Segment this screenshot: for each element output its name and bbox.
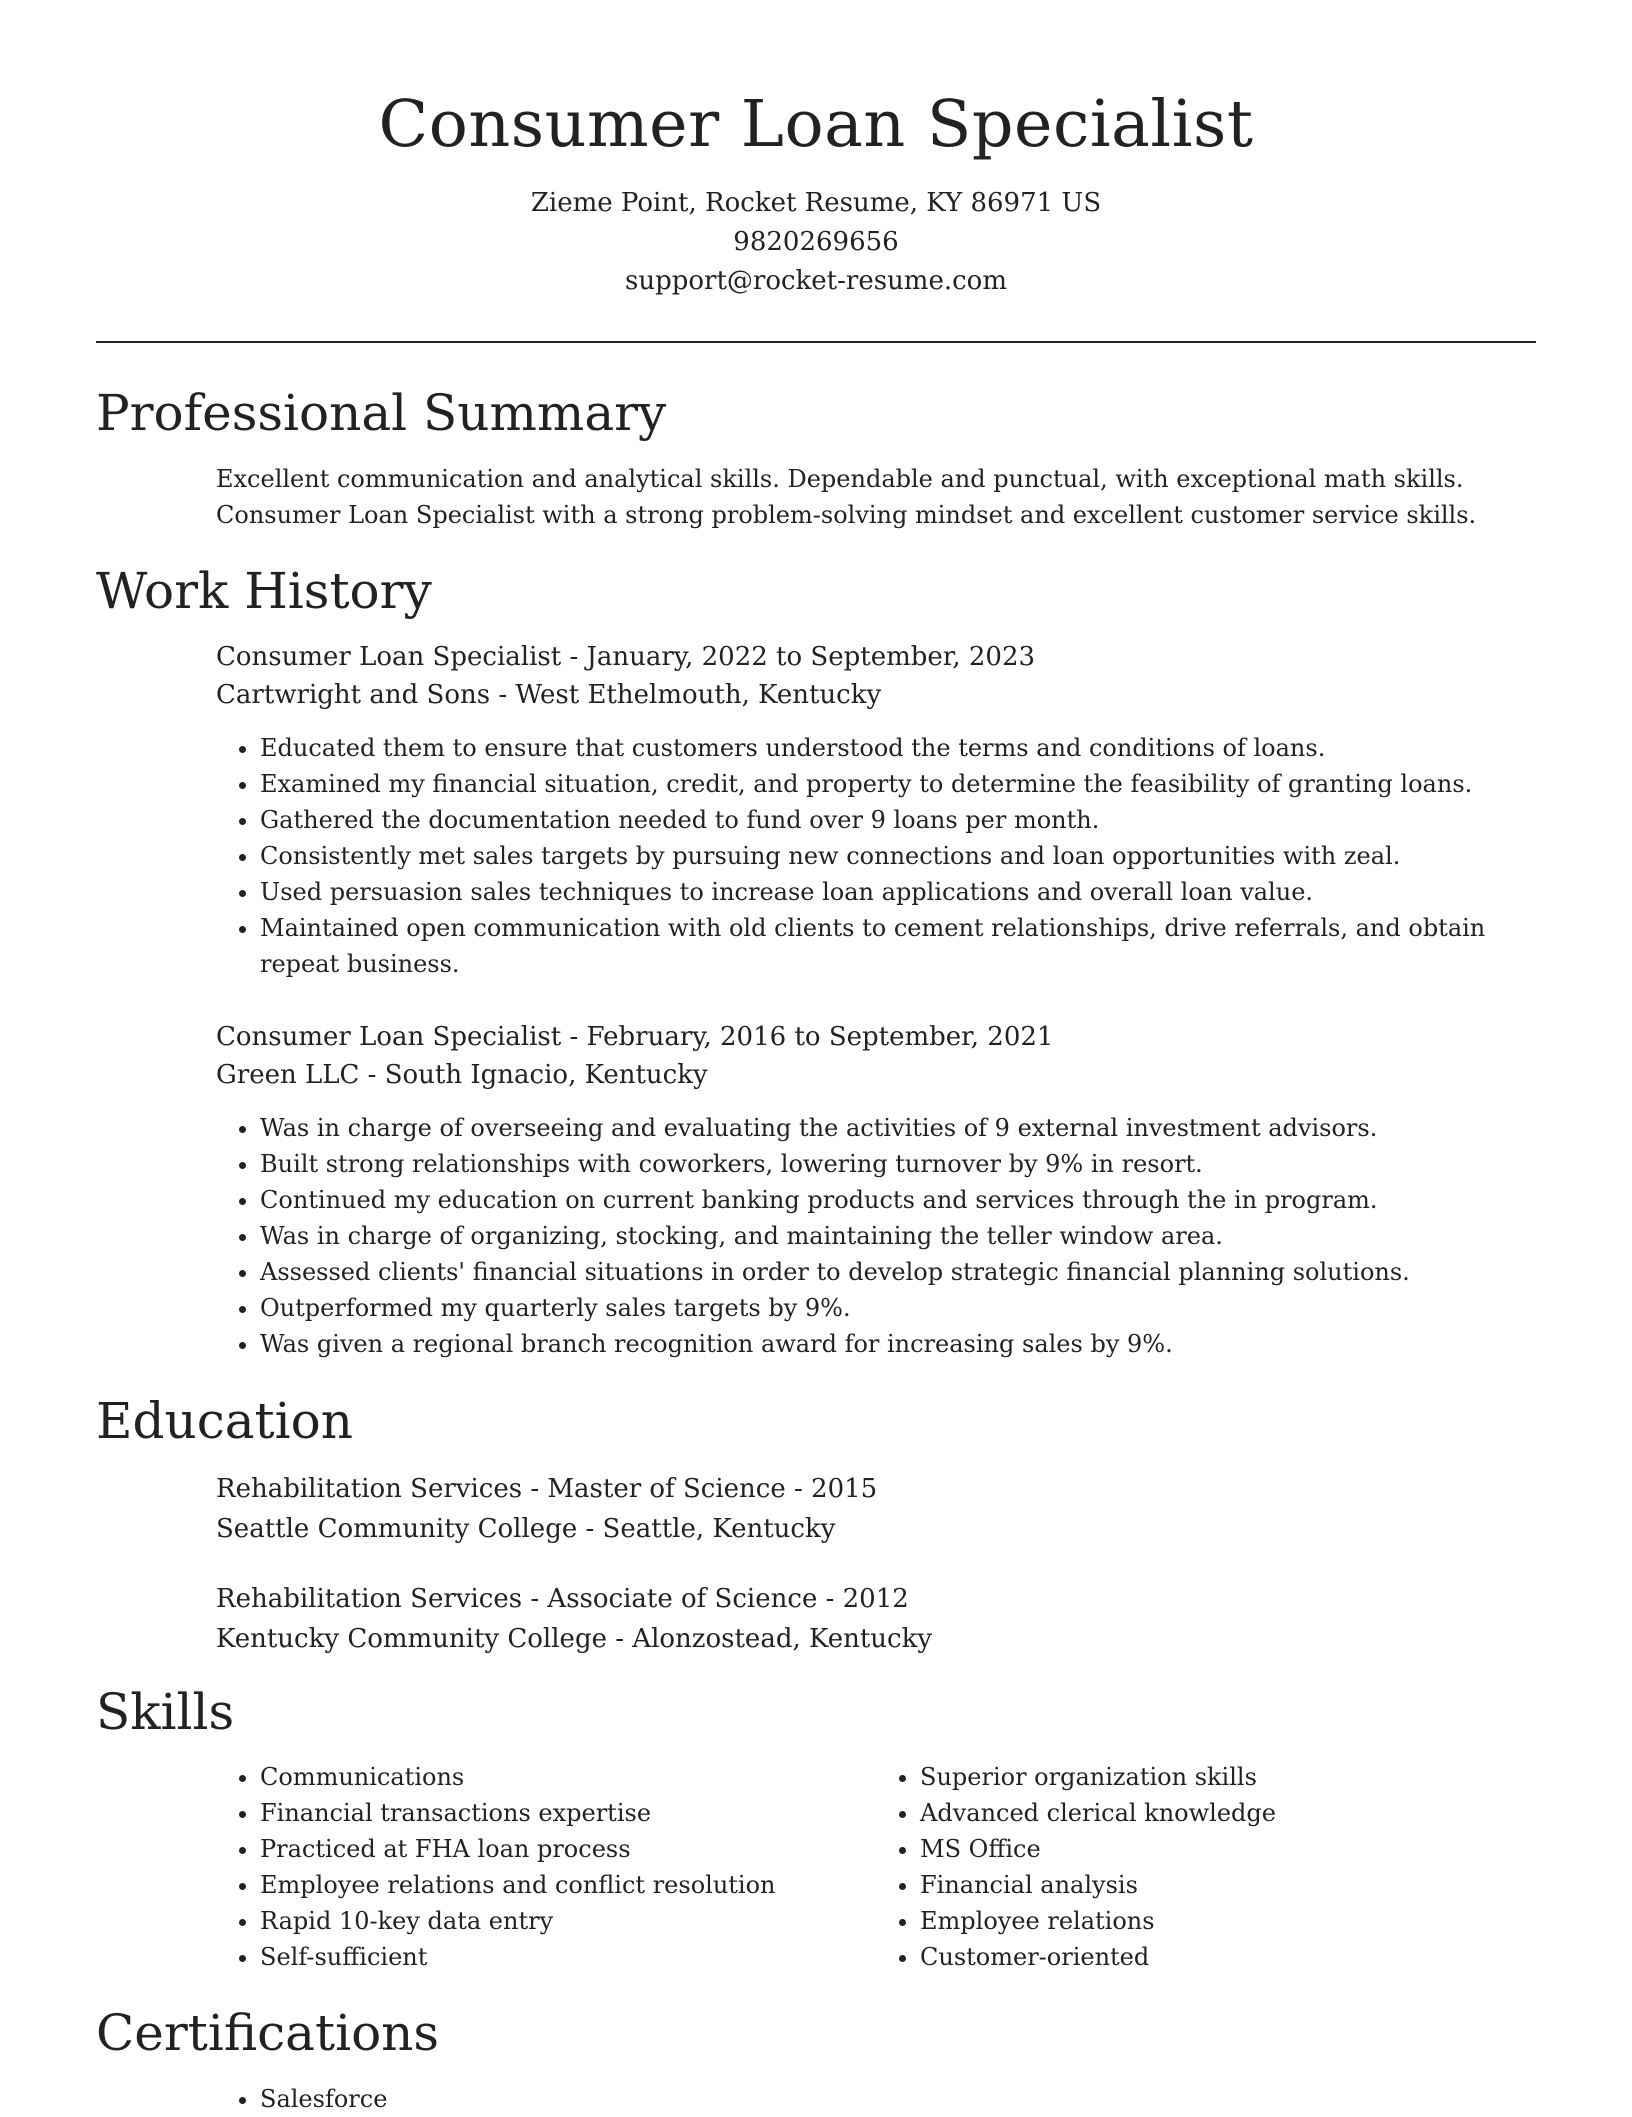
education-school: Kentucky Community College — [216, 1624, 607, 1654]
job-company-line — [216, 1056, 1536, 1094]
job-company-line — [216, 676, 1536, 714]
skill-item: • Practiced at FHA loan process — [260, 1831, 876, 1867]
contact-phone: 9820269656 — [733, 227, 899, 257]
skill-item: • Rapid 10-key data entry — [260, 1903, 876, 1939]
job-bullet: • Consistently met sales targets by pursuing new connections and loan opportunities with zeal. — [260, 838, 1536, 874]
skill-item: • Self-sufficient — [260, 1939, 876, 1975]
job-entry — [216, 638, 1536, 982]
summary-line: Excellent communication and analytical skills. Dependable and punctual, with exceptional math skills. — [216, 465, 1464, 493]
job-bullet: • Was in charge of organizing, stocking, and maintaining the teller window area. — [260, 1218, 1536, 1254]
job-bullet: • Continued my education on current banking products and services through the in program. — [260, 1182, 1536, 1218]
education-degree-line — [216, 1579, 1536, 1619]
job-bullet: • Assessed clients' financial situations in order to develop strategic financial planning solutions. — [260, 1254, 1536, 1290]
skill-item: • Customer-oriented — [920, 1939, 1536, 1975]
skill-item: • Advanced clerical knowledge — [920, 1795, 1536, 1831]
skill-item: • MS Office — [920, 1831, 1536, 1867]
job-entry — [216, 1018, 1536, 1362]
skills-list — [216, 1759, 1536, 1975]
education-school-line — [216, 1509, 1536, 1549]
job-role: Consumer Loan Specialist — [216, 642, 562, 672]
job-bullet: • Built strong relationships with coworkers, lowering turnover by 9% in resort. — [260, 1146, 1536, 1182]
certification-item: • Salesforce — [260, 2081, 1536, 2117]
job-bullets — [216, 1110, 1536, 1362]
education-field: Rehabilitation Services — [216, 1584, 523, 1614]
education-degree-line — [216, 1469, 1536, 1509]
job-bullet: • Was given a regional branch recognition award for increasing sales by 9%. — [260, 1326, 1536, 1362]
job-bullet: • Outperformed my quarterly sales targets by 9%. — [260, 1290, 1536, 1326]
section-title-skills: Skills — [96, 1683, 235, 1741]
education-school: Seattle Community College — [216, 1514, 578, 1544]
job-company: Green LLC — [216, 1060, 360, 1090]
contact-email: support@rocket-resume.com — [624, 266, 1007, 296]
job-bullet: • Educated them to ensure that customers understood the terms and conditions of loans. — [260, 730, 1536, 766]
skills-column-right — [876, 1759, 1536, 1975]
skill-item: • Financial transactions expertise — [260, 1795, 876, 1831]
job-bullet: • Used persuasion sales techniques to increase loan applications and overall loan value. — [260, 874, 1536, 910]
job-company: Cartwright and Sons — [216, 680, 491, 710]
education-entry — [216, 1469, 1536, 1549]
education-entry — [216, 1579, 1536, 1659]
summary-text — [216, 461, 1536, 533]
section-title-certifications: Certifications — [96, 2004, 440, 2062]
resume-header — [96, 80, 1536, 301]
education-school-line — [216, 1619, 1536, 1659]
skill-item: • Financial analysis — [920, 1867, 1536, 1903]
contact-address: Zieme Point, Rocket Resume, KY 86971 US — [530, 188, 1102, 218]
job-bullet: • Maintained open communication with old clients to cement relationships, drive referrals, and obtain repeat business. — [260, 910, 1536, 982]
skill-item: • Communications — [260, 1759, 876, 1795]
education-year: - 2015 — [785, 1474, 878, 1504]
job-location: - South Ignacio, Kentucky — [359, 1060, 708, 1090]
job-bullets — [216, 730, 1536, 982]
job-role: Consumer Loan Specialist — [216, 1022, 562, 1052]
contact-info — [96, 184, 1536, 301]
header-divider — [96, 341, 1536, 343]
job-dates: - January, 2022 to September, 2023 — [561, 642, 1036, 672]
job-bullet: • Examined my financial situation, credit, and property to determine the feasibility of granting loans. — [260, 766, 1536, 802]
job-title-line — [216, 1018, 1536, 1056]
skill-item: • Employee relations — [920, 1903, 1536, 1939]
job-bullet: • Was in charge of overseeing and evaluating the activities of 9 external investment advisors. — [260, 1110, 1536, 1146]
job-dates: - February, 2016 to September, 2021 — [561, 1022, 1054, 1052]
education-year: - 2012 — [817, 1584, 909, 1614]
job-title-line — [216, 638, 1536, 676]
section-title-education: Education — [96, 1392, 353, 1450]
candidate-name: Consumer Loan Specialist — [378, 87, 1254, 162]
job-location: - West Ethelmouth, Kentucky — [490, 680, 882, 710]
education-location: - Seattle, Kentucky — [577, 1514, 836, 1544]
education-location: - Alonzostead, Kentucky — [606, 1624, 933, 1654]
skill-item: • Employee relations and conflict resolution — [260, 1867, 876, 1903]
summary-line: Consumer Loan Specialist with a strong problem-solving mindset and excellent customer service skills. — [216, 501, 1477, 529]
section-title-summary: Professional Summary — [96, 384, 667, 442]
skills-column-left — [216, 1759, 876, 1975]
job-bullet: • Gathered the documentation needed to fund over 9 loans per month. — [260, 802, 1536, 838]
skill-item: • Superior organization skills — [920, 1759, 1536, 1795]
education-degree: - Master of Science — [522, 1474, 786, 1504]
education-field: Rehabilitation Services — [216, 1474, 523, 1504]
education-degree: - Associate of Science — [522, 1584, 818, 1614]
section-title-work-history: Work History — [96, 562, 432, 620]
